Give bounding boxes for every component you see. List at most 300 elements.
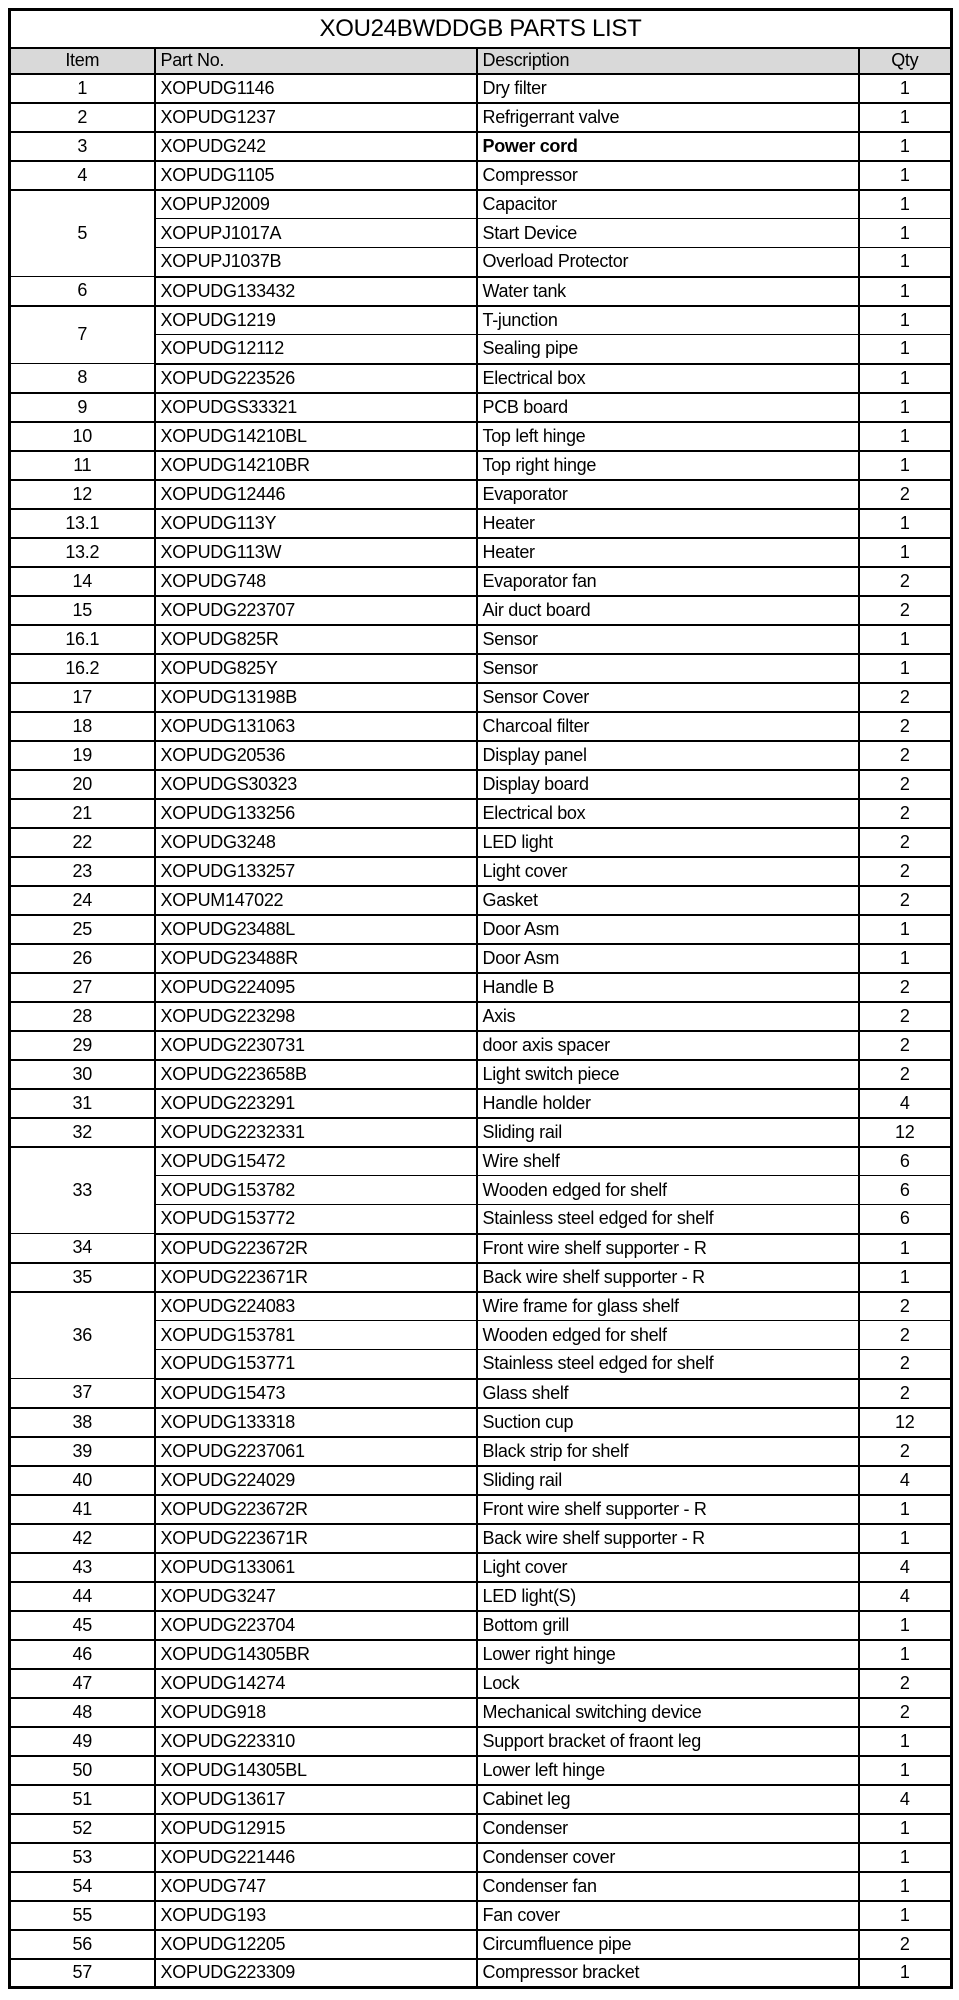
part-no-cell: XOPUDG224083 [155, 1292, 477, 1321]
table-row [10, 1872, 952, 1901]
part-no-cell: XOPUDG133318 [155, 1408, 477, 1437]
qty-cell: 2 [859, 1292, 952, 1321]
part-no-cell: XOPUDG223309 [155, 1959, 477, 1988]
part-no-cell: XOPUDG13617 [155, 1785, 477, 1814]
part-no-cell: XOPUDG15473 [155, 1379, 477, 1408]
item-cell: 26 [10, 944, 155, 973]
qty-cell: 2 [859, 857, 952, 886]
description-cell: Sensor [477, 654, 859, 683]
table-row [10, 1524, 952, 1553]
qty-cell: 1 [859, 509, 952, 538]
item-cell: 44 [10, 1582, 155, 1611]
part-no-cell: XOPUDG221446 [155, 1843, 477, 1872]
item-cell: 47 [10, 1669, 155, 1698]
item-cell: 28 [10, 1002, 155, 1031]
table-row [10, 799, 952, 828]
item-cell: 16.1 [10, 625, 155, 654]
description-cell: Sensor Cover [477, 683, 859, 712]
part-no-cell: XOPUDG223672R [155, 1495, 477, 1524]
qty-cell: 1 [859, 1814, 952, 1843]
qty-cell: 2 [859, 886, 952, 915]
table-row [10, 103, 952, 132]
description-cell: Wire shelf [477, 1147, 859, 1176]
item-cell: 20 [10, 770, 155, 799]
column-header-item: Item [10, 48, 155, 74]
part-no-cell: XOPUDG14210BR [155, 451, 477, 480]
table-row [10, 190, 952, 219]
item-cell: 41 [10, 1495, 155, 1524]
item-cell: 5 [10, 190, 155, 277]
part-no-cell: XOPUDG223526 [155, 364, 477, 393]
description-cell: Display panel [477, 741, 859, 770]
table-row [10, 1147, 952, 1176]
qty-cell: 2 [859, 1669, 952, 1698]
item-cell: 12 [10, 480, 155, 509]
part-no-cell: XOPUDG223298 [155, 1002, 477, 1031]
description-cell: Stainless steel edged for shelf [477, 1205, 859, 1234]
qty-cell: 1 [859, 364, 952, 393]
qty-cell: 2 [859, 1698, 952, 1727]
item-cell: 49 [10, 1727, 155, 1756]
description-cell: PCB board [477, 393, 859, 422]
description-cell: Gasket [477, 886, 859, 915]
qty-cell: 1 [859, 1872, 952, 1901]
item-cell: 32 [10, 1118, 155, 1147]
qty-cell: 6 [859, 1205, 952, 1234]
table-row [10, 1582, 952, 1611]
description-cell: Top right hinge [477, 451, 859, 480]
part-no-cell: XOPUPJ1037B [155, 248, 477, 277]
qty-cell: 1 [859, 219, 952, 248]
part-no-cell: XOPUDG747 [155, 1872, 477, 1901]
item-cell: 54 [10, 1872, 155, 1901]
item-cell: 57 [10, 1959, 155, 1988]
part-no-cell: XOPUM147022 [155, 886, 477, 915]
part-no-cell: XOPUDG223671R [155, 1263, 477, 1292]
qty-cell: 1 [859, 1901, 952, 1930]
description-cell: Stainless steel edged for shelf [477, 1350, 859, 1379]
item-cell: 30 [10, 1060, 155, 1089]
qty-cell: 4 [859, 1466, 952, 1495]
qty-cell: 2 [859, 1031, 952, 1060]
part-no-cell: XOPUDG223672R [155, 1234, 477, 1263]
description-cell: Electrical box [477, 799, 859, 828]
table-row [10, 277, 952, 306]
item-cell: 34 [10, 1234, 155, 1263]
item-cell: 9 [10, 393, 155, 422]
qty-cell: 1 [859, 1756, 952, 1785]
part-no-cell: XOPUDG1146 [155, 74, 477, 103]
part-no-cell: XOPUDG131063 [155, 712, 477, 741]
table-row [10, 886, 952, 915]
description-cell: Light switch piece [477, 1060, 859, 1089]
table-row [10, 857, 952, 886]
description-cell: Heater [477, 538, 859, 567]
table-row [10, 74, 952, 103]
item-cell: 7 [10, 306, 155, 364]
item-cell: 24 [10, 886, 155, 915]
item-cell: 1 [10, 74, 155, 103]
table-row [10, 480, 952, 509]
qty-cell: 2 [859, 770, 952, 799]
table-row [10, 1118, 952, 1147]
part-no-cell: XOPUDG3248 [155, 828, 477, 857]
description-cell: LED light [477, 828, 859, 857]
part-no-cell: XOPUDG113W [155, 538, 477, 567]
table-row [10, 1843, 952, 1872]
item-cell: 56 [10, 1930, 155, 1959]
qty-cell: 2 [859, 1930, 952, 1959]
table-row [10, 712, 952, 741]
description-cell: Charcoal filter [477, 712, 859, 741]
qty-cell: 2 [859, 1321, 952, 1350]
description-cell: Evaporator [477, 480, 859, 509]
description-cell: Handle holder [477, 1089, 859, 1118]
part-no-cell: XOPUDG12205 [155, 1930, 477, 1959]
qty-cell: 1 [859, 1234, 952, 1263]
description-cell: Display board [477, 770, 859, 799]
qty-cell: 2 [859, 973, 952, 1002]
qty-cell: 2 [859, 1350, 952, 1379]
part-no-cell: XOPUDGS30323 [155, 770, 477, 799]
description-cell: Lower right hinge [477, 1640, 859, 1669]
qty-cell: 2 [859, 1379, 952, 1408]
table-row [10, 1785, 952, 1814]
column-header-part-no: Part No. [155, 48, 477, 74]
qty-cell: 2 [859, 799, 952, 828]
qty-cell: 2 [859, 1060, 952, 1089]
table-row [10, 654, 952, 683]
item-cell: 14 [10, 567, 155, 596]
part-no-cell: XOPUDG223291 [155, 1089, 477, 1118]
qty-cell: 2 [859, 741, 952, 770]
description-cell: Suction cup [477, 1408, 859, 1437]
part-no-cell: XOPUDGS33321 [155, 393, 477, 422]
description-cell: Power cord [477, 132, 859, 161]
parts-table [8, 8, 953, 1989]
table-row [10, 422, 952, 451]
description-cell: Condenser cover [477, 1843, 859, 1872]
item-cell: 4 [10, 161, 155, 190]
item-cell: 3 [10, 132, 155, 161]
table-row [10, 944, 952, 973]
part-no-cell: XOPUDG14305BR [155, 1640, 477, 1669]
qty-cell: 1 [859, 451, 952, 480]
table-row [10, 538, 952, 567]
part-no-cell: XOPUDG1105 [155, 161, 477, 190]
part-no-cell: XOPUDG133432 [155, 277, 477, 306]
description-cell: Sealing pipe [477, 335, 859, 364]
item-cell: 38 [10, 1408, 155, 1437]
qty-cell: 1 [859, 1843, 952, 1872]
item-cell: 11 [10, 451, 155, 480]
item-cell: 19 [10, 741, 155, 770]
description-cell: T-junction [477, 306, 859, 335]
description-cell: Back wire shelf supporter - R [477, 1524, 859, 1553]
qty-cell: 4 [859, 1582, 952, 1611]
part-no-cell: XOPUDG224029 [155, 1466, 477, 1495]
description-cell: Wooden edged for shelf [477, 1321, 859, 1350]
qty-cell: 6 [859, 1147, 952, 1176]
qty-cell: 1 [859, 306, 952, 335]
description-cell: Axis [477, 1002, 859, 1031]
table-row [10, 1234, 952, 1263]
table-row [10, 683, 952, 712]
part-no-cell: XOPUDG133257 [155, 857, 477, 886]
item-cell: 50 [10, 1756, 155, 1785]
qty-cell: 1 [859, 103, 952, 132]
qty-cell: 1 [859, 161, 952, 190]
table-row [10, 973, 952, 1002]
description-cell: Light cover [477, 857, 859, 886]
item-cell: 39 [10, 1437, 155, 1466]
part-no-cell: XOPUDG14210BL [155, 422, 477, 451]
table-row [10, 915, 952, 944]
description-cell: Glass shelf [477, 1379, 859, 1408]
part-no-cell: XOPUDG133061 [155, 1553, 477, 1582]
part-no-cell: XOPUDG242 [155, 132, 477, 161]
part-no-cell: XOPUPJ1017A [155, 219, 477, 248]
table-row [10, 1031, 952, 1060]
item-cell: 42 [10, 1524, 155, 1553]
table-row [10, 1379, 952, 1408]
description-cell: Front wire shelf supporter - R [477, 1495, 859, 1524]
item-cell: 40 [10, 1466, 155, 1495]
qty-cell: 2 [859, 480, 952, 509]
part-no-cell: XOPUDG23488L [155, 915, 477, 944]
part-no-cell: XOPUDG13198B [155, 683, 477, 712]
part-no-cell: XOPUDG113Y [155, 509, 477, 538]
table-row [10, 1089, 952, 1118]
part-no-cell: XOPUDG12446 [155, 480, 477, 509]
table-row [10, 1727, 952, 1756]
qty-cell: 1 [859, 1495, 952, 1524]
item-cell: 31 [10, 1089, 155, 1118]
description-cell: Condenser fan [477, 1872, 859, 1901]
qty-cell: 1 [859, 1727, 952, 1756]
description-cell: Start Device [477, 219, 859, 248]
table-row [10, 132, 952, 161]
page-title: XOU24BWDDGB PARTS LIST [10, 10, 952, 48]
table-row [10, 1698, 952, 1727]
part-no-cell: XOPUDG133256 [155, 799, 477, 828]
item-cell: 2 [10, 103, 155, 132]
qty-cell: 1 [859, 335, 952, 364]
part-no-cell: XOPUDG12915 [155, 1814, 477, 1843]
column-header-row [10, 48, 952, 74]
item-cell: 13.2 [10, 538, 155, 567]
item-cell: 18 [10, 712, 155, 741]
description-cell: Compressor bracket [477, 1959, 859, 1988]
part-no-cell: XOPUDG153771 [155, 1350, 477, 1379]
description-cell: Dry filter [477, 74, 859, 103]
table-row [10, 509, 952, 538]
qty-cell: 1 [859, 422, 952, 451]
qty-cell: 1 [859, 538, 952, 567]
table-row [10, 1669, 952, 1698]
table-row [10, 1640, 952, 1669]
item-cell: 37 [10, 1379, 155, 1408]
column-header-qty: Qty [859, 48, 952, 74]
table-row [10, 1408, 952, 1437]
qty-cell: 2 [859, 1002, 952, 1031]
item-cell: 36 [10, 1292, 155, 1379]
qty-cell: 4 [859, 1553, 952, 1582]
description-cell: Back wire shelf supporter - R [477, 1263, 859, 1292]
part-no-cell: XOPUDG918 [155, 1698, 477, 1727]
qty-cell: 1 [859, 1640, 952, 1669]
qty-cell: 12 [859, 1408, 952, 1437]
table-row [10, 1437, 952, 1466]
item-cell: 52 [10, 1814, 155, 1843]
part-no-cell: XOPUDG2237061 [155, 1437, 477, 1466]
qty-cell: 1 [859, 654, 952, 683]
description-cell: Circumfluence pipe [477, 1930, 859, 1959]
item-cell: 8 [10, 364, 155, 393]
table-row [10, 393, 952, 422]
description-cell: Overload Protector [477, 248, 859, 277]
qty-cell: 1 [859, 1959, 952, 1988]
part-no-cell: XOPUDG2232331 [155, 1118, 477, 1147]
description-cell: Wire frame for glass shelf [477, 1292, 859, 1321]
column-header-description: Description [477, 48, 859, 74]
table-row [10, 1002, 952, 1031]
description-cell: Top left hinge [477, 422, 859, 451]
qty-cell: 12 [859, 1118, 952, 1147]
description-cell: Lock [477, 1669, 859, 1698]
item-cell: 35 [10, 1263, 155, 1292]
table-row [10, 1060, 952, 1089]
item-cell: 48 [10, 1698, 155, 1727]
item-cell: 43 [10, 1553, 155, 1582]
part-no-cell: XOPUDG23488R [155, 944, 477, 973]
part-no-cell: XOPUDG153782 [155, 1176, 477, 1205]
part-no-cell: XOPUDG15472 [155, 1147, 477, 1176]
description-cell: Cabinet leg [477, 1785, 859, 1814]
qty-cell: 2 [859, 567, 952, 596]
table-row [10, 1263, 952, 1292]
table-row [10, 161, 952, 190]
item-cell: 17 [10, 683, 155, 712]
qty-cell: 2 [859, 712, 952, 741]
item-cell: 46 [10, 1640, 155, 1669]
description-cell: Electrical box [477, 364, 859, 393]
table-row [10, 625, 952, 654]
qty-cell: 1 [859, 944, 952, 973]
description-cell: Light cover [477, 1553, 859, 1582]
description-cell: Capacitor [477, 190, 859, 219]
item-cell: 16.2 [10, 654, 155, 683]
part-no-cell: XOPUDG193 [155, 1901, 477, 1930]
description-cell: Evaporator fan [477, 567, 859, 596]
qty-cell: 1 [859, 74, 952, 103]
qty-cell: 1 [859, 277, 952, 306]
table-row [10, 1466, 952, 1495]
table-row [10, 567, 952, 596]
table-row [10, 306, 952, 335]
qty-cell: 6 [859, 1176, 952, 1205]
table-row [10, 451, 952, 480]
part-no-cell: XOPUDG14274 [155, 1669, 477, 1698]
item-cell: 10 [10, 422, 155, 451]
description-cell: Air duct board [477, 596, 859, 625]
qty-cell: 1 [859, 1524, 952, 1553]
table-row [10, 1901, 952, 1930]
qty-cell: 1 [859, 393, 952, 422]
part-no-cell: XOPUDG2230731 [155, 1031, 477, 1060]
part-no-cell: XOPUDG1237 [155, 103, 477, 132]
item-cell: 6 [10, 277, 155, 306]
part-no-cell: XOPUDG223658B [155, 1060, 477, 1089]
part-no-cell: XOPUDG20536 [155, 741, 477, 770]
item-cell: 45 [10, 1611, 155, 1640]
part-no-cell: XOPUDG1219 [155, 306, 477, 335]
part-no-cell: XOPUDG12112 [155, 335, 477, 364]
description-cell: Door Asm [477, 915, 859, 944]
qty-cell: 2 [859, 596, 952, 625]
table-row [10, 1756, 952, 1785]
title-row [10, 10, 952, 48]
table-row [10, 1553, 952, 1582]
qty-cell: 2 [859, 828, 952, 857]
description-cell: Compressor [477, 161, 859, 190]
qty-cell: 4 [859, 1089, 952, 1118]
description-cell: Sensor [477, 625, 859, 654]
part-no-cell: XOPUDG153772 [155, 1205, 477, 1234]
item-cell: 15 [10, 596, 155, 625]
description-cell: Bottom grill [477, 1611, 859, 1640]
table-row [10, 828, 952, 857]
item-cell: 23 [10, 857, 155, 886]
description-cell: Door Asm [477, 944, 859, 973]
description-cell: Front wire shelf supporter - R [477, 1234, 859, 1263]
qty-cell: 1 [859, 625, 952, 654]
item-cell: 22 [10, 828, 155, 857]
part-no-cell: XOPUPJ2009 [155, 190, 477, 219]
item-cell: 51 [10, 1785, 155, 1814]
item-cell: 55 [10, 1901, 155, 1930]
description-cell: Heater [477, 509, 859, 538]
description-cell: Lower left hinge [477, 1756, 859, 1785]
table-row [10, 596, 952, 625]
description-cell: Fan cover [477, 1901, 859, 1930]
part-no-cell: XOPUDG825Y [155, 654, 477, 683]
qty-cell: 1 [859, 915, 952, 944]
qty-cell: 1 [859, 190, 952, 219]
qty-cell: 2 [859, 683, 952, 712]
part-no-cell: XOPUDG3247 [155, 1582, 477, 1611]
part-no-cell: XOPUDG223704 [155, 1611, 477, 1640]
table-row [10, 1814, 952, 1843]
qty-cell: 1 [859, 1611, 952, 1640]
table-row [10, 1959, 952, 1988]
description-cell: Support bracket of fraont leg [477, 1727, 859, 1756]
item-cell: 21 [10, 799, 155, 828]
item-cell: 27 [10, 973, 155, 1002]
description-cell: LED light(S) [477, 1582, 859, 1611]
qty-cell: 1 [859, 1263, 952, 1292]
qty-cell: 1 [859, 132, 952, 161]
qty-cell: 4 [859, 1785, 952, 1814]
item-cell: 53 [10, 1843, 155, 1872]
description-cell: Water tank [477, 277, 859, 306]
part-no-cell: XOPUDG223671R [155, 1524, 477, 1553]
description-cell: Mechanical switching device [477, 1698, 859, 1727]
part-no-cell: XOPUDG14305BL [155, 1756, 477, 1785]
table-row [10, 1292, 952, 1321]
table-row [10, 1495, 952, 1524]
description-cell: Wooden edged for shelf [477, 1176, 859, 1205]
